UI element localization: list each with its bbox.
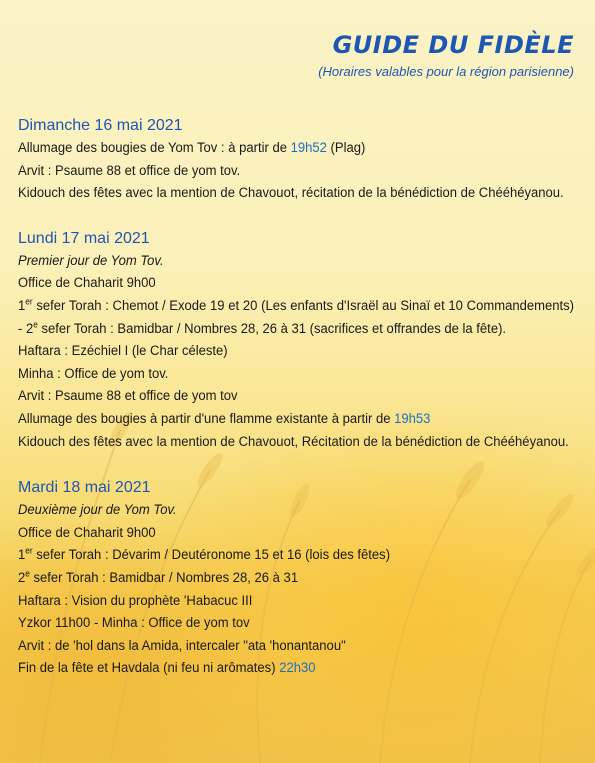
- schedule-line: Haftara : Ezéchiel I (le Char céleste): [18, 343, 228, 360]
- schedule-line: Allumage des bougies à partir d'une flamme existante à partir de 19h53: [18, 410, 431, 427]
- schedule-line: Premier jour de Yom Tov.: [18, 252, 164, 269]
- schedule-line: Deuxième jour de Yom Tov.: [18, 502, 177, 519]
- schedule-line: Arvit : Psaume 88 et office de yom tov.: [18, 162, 241, 179]
- section-mardi: [18, 476, 574, 680]
- schedule-line: 2e sefer Torah : Bamidbar / Nombres 28, 26 à 31: [18, 568, 299, 586]
- section-lundi: [18, 227, 574, 453]
- schedule-line: Office de Chaharit 9h00: [18, 524, 156, 541]
- schedule-line: Fin de la fête et Havdala (ni feu ni arômates) 22h30: [18, 660, 316, 677]
- schedule-line: 1er sefer Torah : Dévarim / Deutéronome 15 et 16 (lois des fêtes): [18, 545, 391, 564]
- time-highlight: 22h30: [279, 660, 316, 677]
- schedule-line: Arvit : Psaume 88 et office de yom tov: [18, 388, 238, 405]
- page-subtitle: (Horaires valables pour la région parisienne): [318, 64, 574, 79]
- schedule-line: Office de Chaharit 9h00: [18, 275, 156, 292]
- section-date: Mardi 18 mai 2021: [18, 479, 151, 497]
- schedule-line: Minha : Office de yom tov.: [18, 365, 169, 382]
- section-date: Lundi 17 mai 2021: [18, 229, 150, 247]
- schedule-line: Haftara : Vision du prophète 'Habacuc III: [18, 592, 253, 609]
- schedule-line: Yzkor 11h00 - Minha : Office de yom tov: [18, 615, 250, 632]
- guide-content: [18, 28, 574, 680]
- section-date: Dimanche 16 mai 2021: [18, 117, 183, 134]
- schedule-line: 1er sefer Torah : Chemot / Exode 19 et 20 (Les enfants d'Israël au Sinaï et 10 Commandements) - 2e sefer Torah : Bamidbar / Nombres 28, 26 à 31 (sacrifices et offrandes de la fête).: [18, 296, 575, 337]
- page-title: GUIDE DU FIDÈLE: [332, 31, 574, 59]
- section-dimanche: [18, 114, 574, 205]
- schedule-line: Allumage des bougies de Yom Tov : à partir de 19h52 (Plag): [18, 140, 366, 156]
- schedule-line: Kidouch des fêtes avec la mention de Chavouot, Récitation de la bénédiction de Chééhéyanou.: [18, 433, 569, 450]
- schedule-line: Kidouch des fêtes avec la mention de Chavouot, récitation de la bénédiction de Chééhéyanou.: [18, 185, 564, 202]
- schedule-line: Arvit : de 'hol dans la Amida, intercaler "ata 'honantanou": [18, 637, 346, 654]
- time-highlight: 19h52: [290, 140, 327, 156]
- time-highlight: 19h53: [394, 410, 431, 427]
